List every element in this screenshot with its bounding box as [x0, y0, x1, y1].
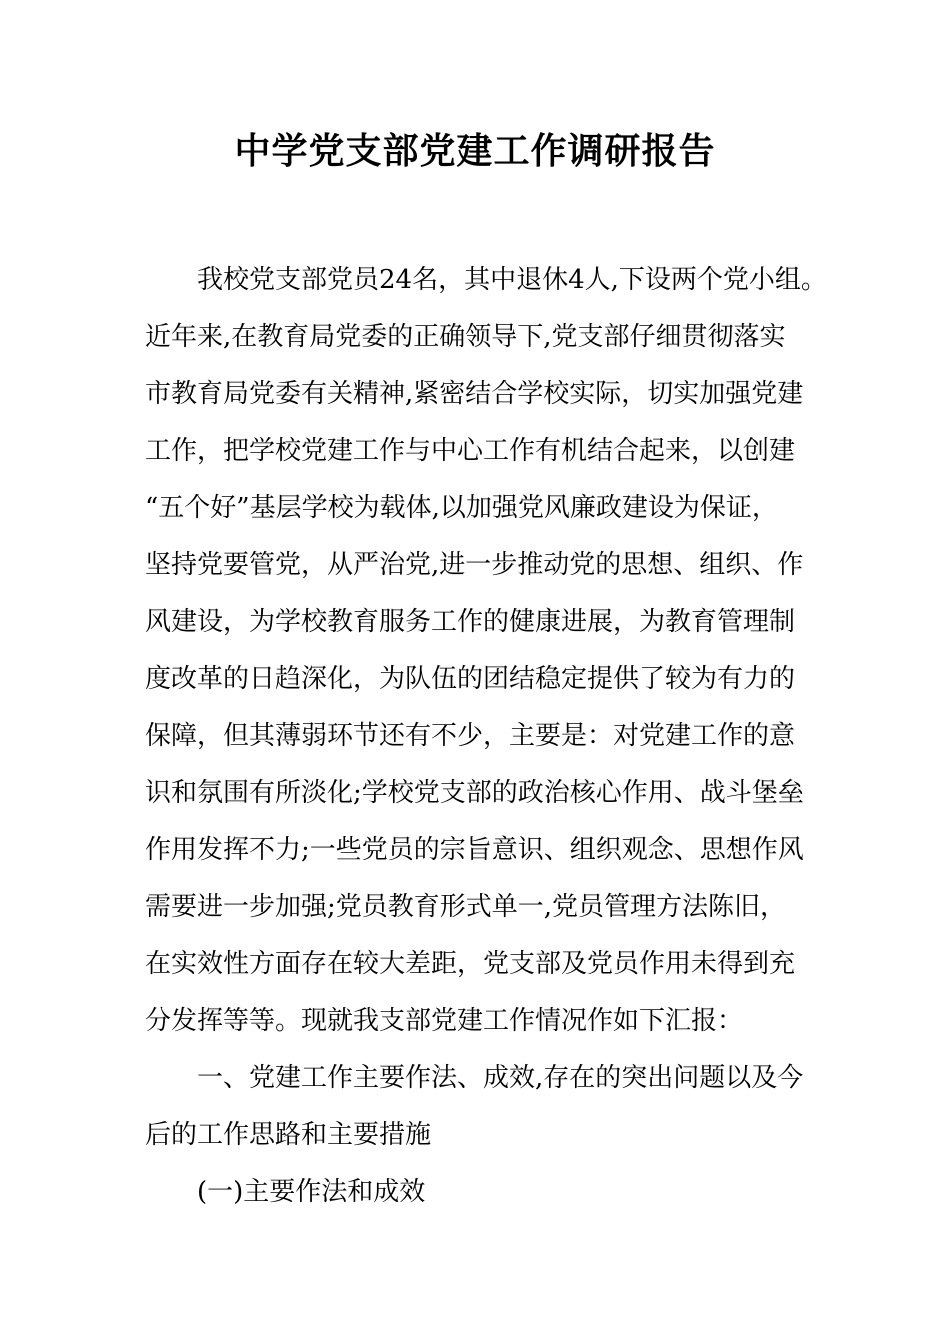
document-body	[145, 252, 827, 1221]
paragraph-line: “五个好”基层学校为载体,以加强党风廉政建设为保证，	[145, 493, 778, 523]
section-heading-line: 后的工作思路和主要措施	[145, 1120, 432, 1150]
paragraph-line: 分发挥等等。现就我支部党建工作情况作如下汇报：	[145, 1006, 744, 1036]
subsection-heading: (一)主要作法和成效	[197, 1177, 426, 1207]
paragraph-line: 在实效性方面存在较大差距，党支部及党员作用未得到充	[145, 949, 796, 979]
paragraph-line: 市教育局党委有关精神,紧密结合学校实际，切实加强党建	[145, 379, 804, 409]
paragraph-line: 作用发挥不力;一些党员的宗旨意识、组织观念、思想作风	[145, 835, 804, 865]
paragraph-line: 需要进一步加强;党员教育形式单一,党员管理方法陈旧，	[145, 892, 787, 922]
paragraph-line: 坚持党要管党，从严治党,进一步推动党的思想、组织、作	[145, 550, 804, 580]
paragraph-line: 我校党支部党员24名，其中退休4人,下设两个党小组。	[197, 265, 827, 295]
paragraph-line: 识和氛围有所淡化;学校党支部的政治核心作用、战斗堡垒	[145, 778, 804, 808]
paragraph-line: 度改革的日趋深化，为队伍的团结稳定提供了较为有力的	[145, 664, 796, 694]
section-heading-line: 一、党建工作主要作法、成效,存在的突出问题以及今	[197, 1063, 804, 1093]
paragraph-line: 近年来,在教育局党委的正确领导下,党支部仔细贯彻落实	[145, 322, 786, 352]
document-title: 中学党支部党建工作调研报告	[234, 131, 716, 172]
paragraph-line: 保障，但其薄弱环节还有不少，主要是：对党建工作的意	[145, 721, 796, 751]
paragraph-line: 工作，把学校党建工作与中心工作有机结合起来，以创建	[145, 436, 796, 466]
paragraph-line: 风建设，为学校教育服务工作的健康进展，为教育管理制	[145, 607, 796, 637]
